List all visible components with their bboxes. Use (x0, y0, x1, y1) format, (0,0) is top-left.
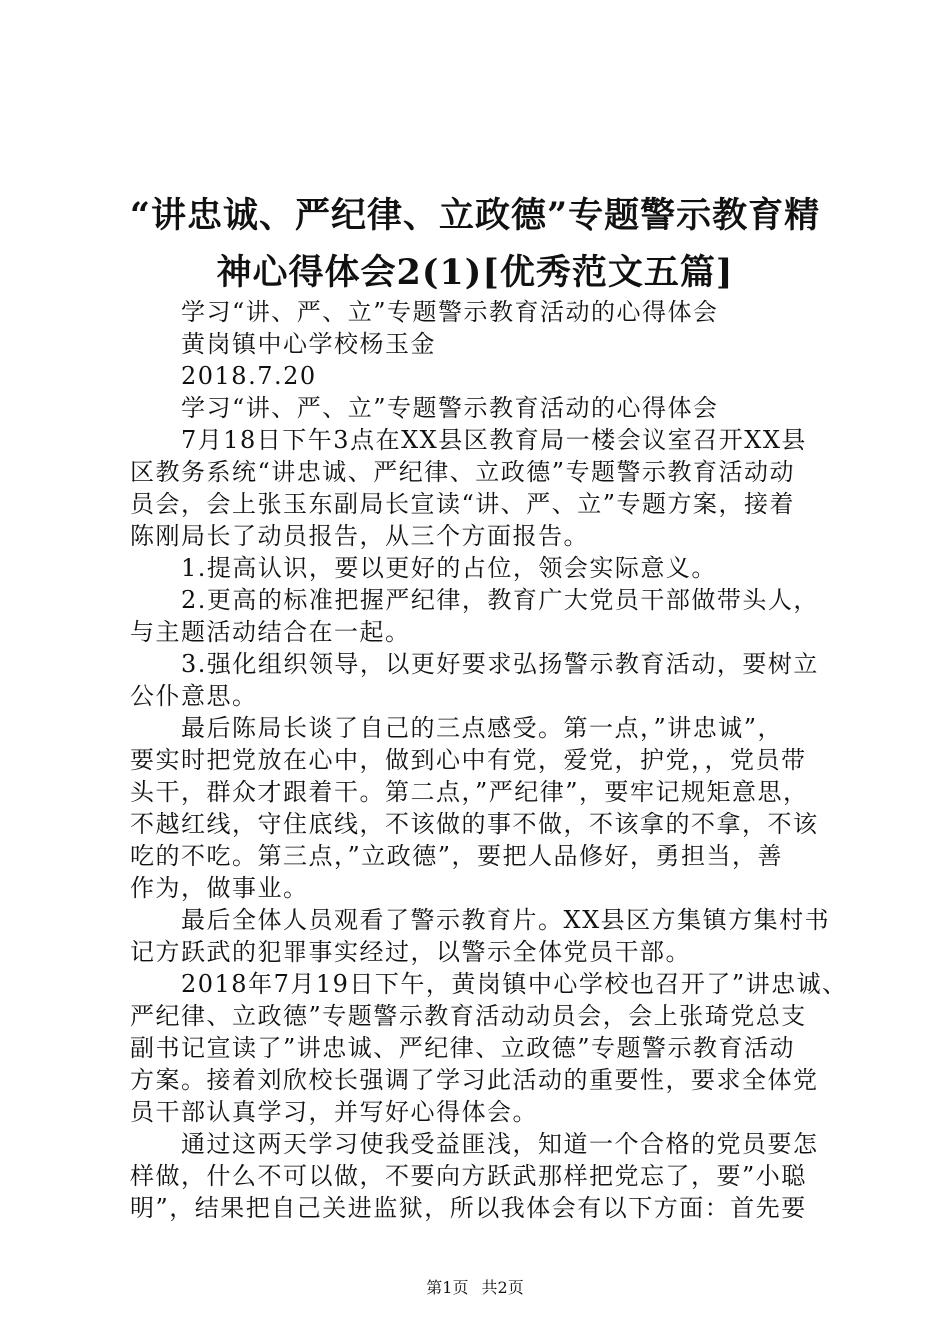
body-line: 2018.7.20 (181, 362, 317, 390)
body-line: 头干，群众才跟着干。第二点，”严纪律”，要牢记规矩意思， (130, 778, 809, 806)
body-line: 要实时把党放在心中，做到心中有党，爱党，护党，，党员带 (130, 746, 807, 774)
body-line: 样做，什么不可以做，不要向方跃武那样把党忘了，要”小聪 (130, 1162, 807, 1190)
body-line: 陈刚局长了动员报告，从三个方面报告。 (130, 522, 589, 550)
body-line: 员干部认真学习，并写好心得体会。 (130, 1098, 538, 1126)
body-line: 与主题活动结合在一起。 (130, 618, 411, 646)
body-line: 方案。接着刘欣校长强调了学习此活动的重要性，要求全体党 (130, 1066, 819, 1094)
document-title-line-2: 神心得体会2(1)[优秀范文五篇] (216, 252, 734, 293)
body-line: 不越红线，守住底线，不该做的事不做，不该拿的不拿，不该 (130, 810, 819, 838)
body-line: 记方跃武的犯罪事实经过，以警示全体党员干部。 (130, 938, 691, 966)
body-line: 吃的不吃。第三点，”立政德”，要把人品修好，勇担当，善 (130, 842, 784, 870)
body-line: 通过这两天学习使我受益匪浅，知道一个合格的党员要怎 (181, 1130, 819, 1158)
body-line: 作为，做事业。 (130, 874, 309, 902)
body-line: 学习“讲、严、立”专题警示教育活动的心得体会 (181, 298, 719, 326)
page-number-current: 第1页 (426, 1278, 469, 1297)
body-line: 明”，结果把自己关进监狱，所以我体会有以下方面：首先要 (130, 1194, 807, 1222)
body-line: 1.提高认识，要以更好的占位，领会实际意义。 (181, 554, 717, 582)
body-line: 副书记宣读了”讲忠诚、严纪律、立政德”专题警示教育活动 (130, 1034, 796, 1062)
page-footer (0, 1275, 950, 1298)
document-title-line-1: “讲忠诚、严纪律、立政德”专题警示教育精 (129, 195, 821, 236)
body-line: 员会，会上张玉东副局长宣读“讲、严、立”专题方案，接着 (130, 490, 796, 518)
body-line: 7月18日下午3点在XX县区教育局一楼会议室召开XX县 (181, 426, 807, 454)
body-line: 严纪律、立政德”专题警示教育活动动员会，会上张琦党总支 (130, 1002, 807, 1030)
body-line: 区教务系统“讲忠诚、严纪律、立政德”专题警示教育活动动 (130, 458, 796, 486)
body-line: 公仆意思。 (130, 682, 258, 710)
body-line: 3.强化组织领导，以更好要求弘扬警示教育活动，要树立 (181, 650, 819, 678)
body-line: 2.更高的标准把握严纪律，教育广大党员干部做带头人， (181, 586, 819, 614)
body-line: 最后全体人员观看了警示教育片。XX县区方集镇方集村书 (181, 906, 831, 934)
body-line: 最后陈局长谈了自己的三点感受。第一点，”讲忠诚”， (181, 714, 784, 742)
body-line: 学习“讲、严、立”专题警示教育活动的心得体会 (181, 394, 719, 422)
body-line: 黄岗镇中心学校杨玉金 (181, 330, 436, 358)
body-line: 2018年7月19日下午，黄岗镇中心学校也召开了”讲忠诚、 (181, 970, 848, 998)
page-number-total: 共2页 (481, 1278, 524, 1297)
